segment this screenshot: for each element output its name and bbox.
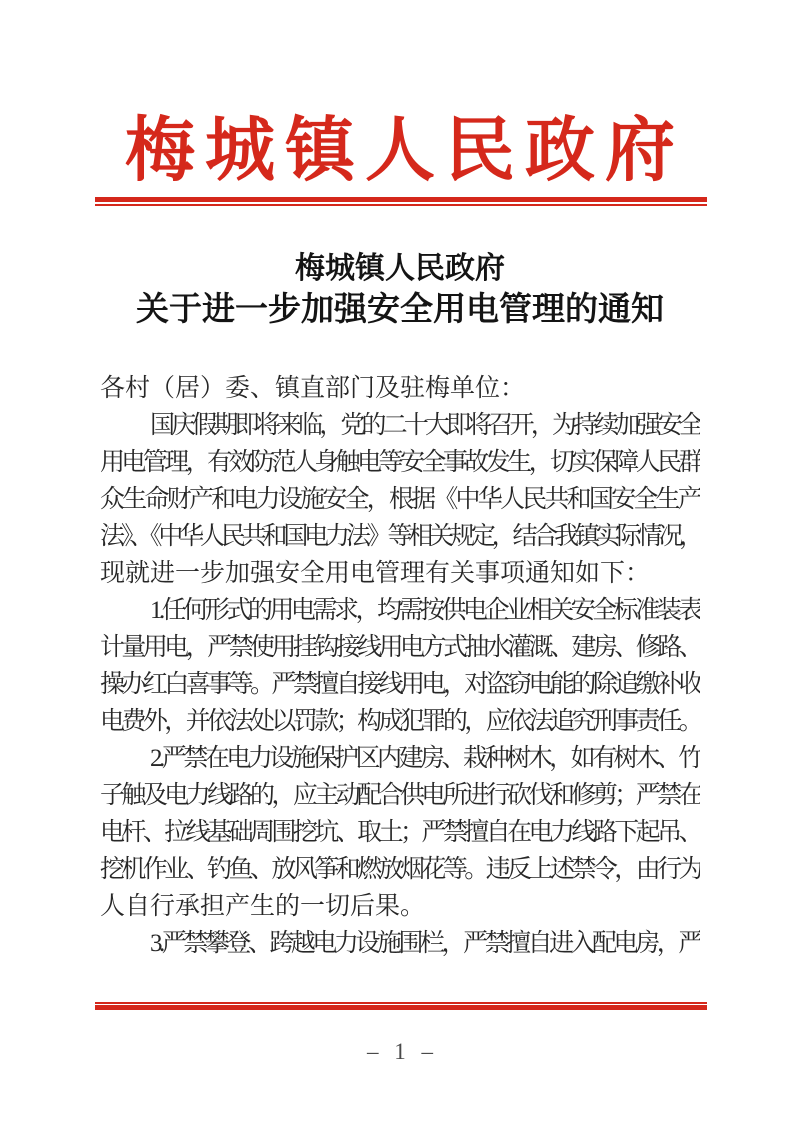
notice-line: 电杆、拉线基础周围挖坑、取土；严禁擅自在电力线路下起吊、 bbox=[100, 819, 700, 846]
notice-line: 3.严禁攀登、跨越电力设施围栏，严禁擅自进入配电房，严 bbox=[150, 930, 700, 957]
letterhead-org-name: 梅城镇人民政府 bbox=[125, 113, 685, 190]
notice-line: 众生命财产和电力设施安全，根据《中华人民共和国安全生产 bbox=[100, 486, 700, 513]
notice-line: 用电管理，有效防范人身触电等安全事故发生，切实保障人民群 bbox=[100, 449, 700, 476]
notice-line: 各村（居）委、镇直部门及驻梅单位： bbox=[100, 375, 526, 402]
footer-rule bbox=[95, 1002, 707, 1010]
notice-line: 国庆假期即将来临，党的二十大即将召开，为持续加强安全 bbox=[150, 412, 700, 439]
notice-title-line2: 关于进一步加强安全用电管理的通知 bbox=[136, 292, 664, 328]
notice-body-text bbox=[100, 370, 700, 962]
notice-line: 1.任何形式的用电需求，均需按供电企业相关安全标准装表 bbox=[150, 597, 700, 624]
notice-line: 操办红白喜事等。严禁擅自接线用电，对盗窃电能的除追缴补收 bbox=[100, 671, 700, 698]
footer-rule-thick-bar bbox=[95, 1005, 707, 1010]
letterhead-rule-thick-bar bbox=[95, 197, 707, 202]
letterhead-rule-thin-bar bbox=[95, 204, 707, 206]
notice-line: 计量用电，严禁使用挂钩接线用电方式抽水灌溉、建房、修路、 bbox=[100, 634, 700, 661]
notice-title-line1: 梅城镇人民政府 bbox=[295, 252, 505, 285]
notice-line: 2.严禁在电力设施保护区内建房、栽种树木，如有树木、竹 bbox=[150, 745, 700, 772]
footer-rule-thin-bar bbox=[95, 1002, 707, 1004]
page-number: – 1 – bbox=[367, 1039, 438, 1064]
notice-line: 子触及电力线路的，应主动配合供电所进行砍伐和修剪；严禁在 bbox=[100, 782, 700, 809]
notice-line: 法》、《中华人民共和国电力法》等相关规定，结合我镇实际情况， bbox=[100, 523, 700, 550]
notice-line: 人自行承担产生的一切后果。 bbox=[100, 893, 426, 920]
notice-title bbox=[0, 250, 800, 332]
notice-line: 挖机作业、钓鱼、放风筝和燃放烟花等。违反上述禁令，由行为 bbox=[100, 856, 700, 883]
letterhead-rule bbox=[95, 197, 707, 206]
notice-line: 现就进一步加强安全用电管理有关事项通知如下： bbox=[100, 560, 651, 587]
notice-line: 电费外，并依法处以罚款；构成犯罪的，应依法追究刑事责任。 bbox=[100, 708, 700, 735]
